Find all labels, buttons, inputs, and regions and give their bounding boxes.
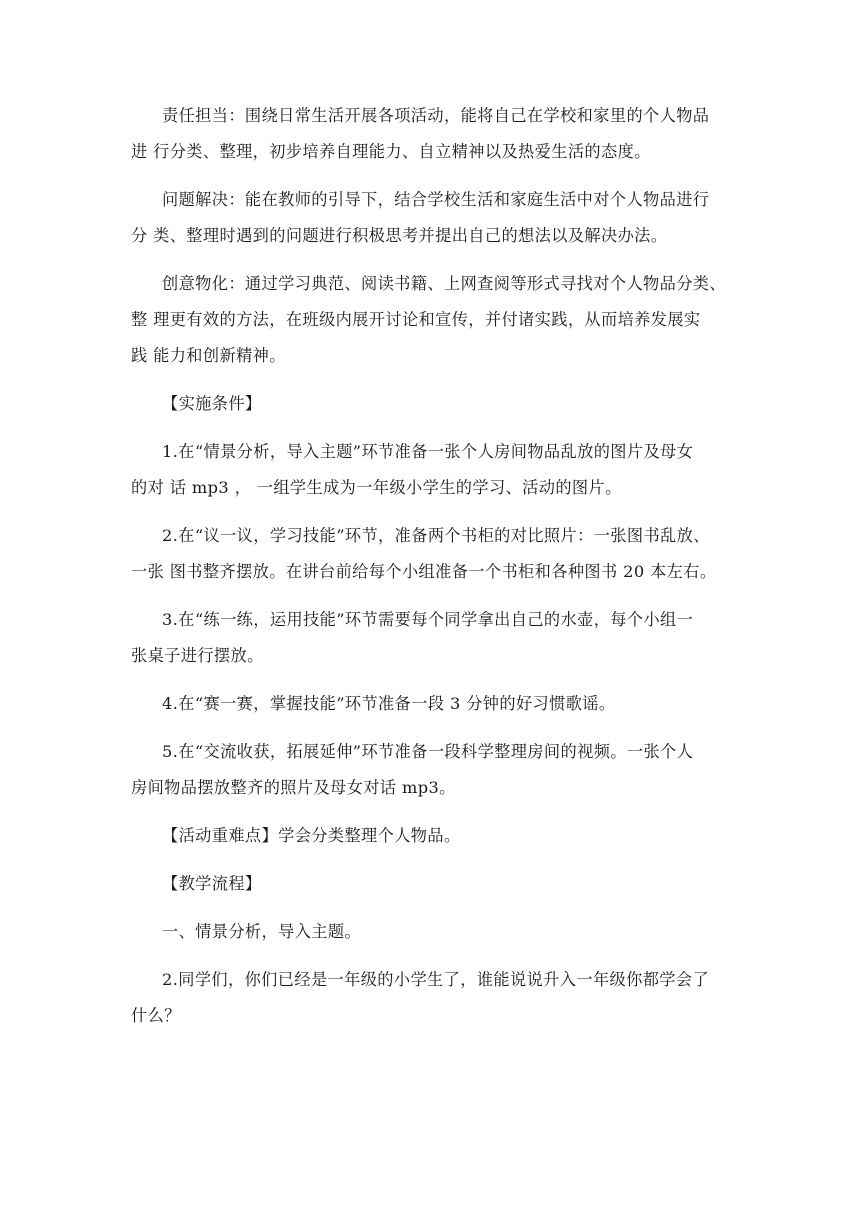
text-line: 整 理更有效的方法，在班级内展开讨论和宣传，并付诸实践，从而培养发展实 <box>131 310 701 329</box>
text-line: 践 能力和创新精神。 <box>131 346 286 365</box>
paragraph-problem-solving <box>131 182 731 254</box>
section-heading-teaching-flow <box>131 866 731 902</box>
section-heading: 【教学流程】 <box>162 874 262 893</box>
text-line: 4.在“赛一赛，掌握技能”环节准备一段 3 分钟的好习惯歌谣。 <box>162 694 616 713</box>
text-line: 2.同学们，你们已经是一年级的小学生了，谁能说说升入一年级你都学会了 <box>162 970 710 989</box>
text-line: 房间物品摆放整齐的照片及母女对话 mp3。 <box>131 778 456 797</box>
text-line: 分 类、整理时遇到的问题进行积极思考并提出自己的想法以及解决办法。 <box>131 226 668 245</box>
text-line: 责任担当：围绕日常生活开展各项活动，能将自己在学校和家里的个人物品 <box>162 106 710 125</box>
step-paragraph-2 <box>131 962 731 1034</box>
text-line: 2.在“议一议，学习技能”环节，准备两个书柜的对比照片：一张图书乱放、 <box>162 526 710 545</box>
paragraph-creativity <box>131 266 731 374</box>
text-line: 一张 图书整齐摆放。在讲台前给每个小组准备一个书柜和各种图书 20 本左右。 <box>131 562 717 581</box>
text-line: 进 行分类、整理，初步培养自理能力、自立精神以及热爱生活的态度。 <box>131 142 651 161</box>
text-line: 一、情景分析，导入主题。 <box>162 922 362 941</box>
section-heading: 【活动重难点】学会分类整理个人物品。 <box>162 826 461 845</box>
paragraph-responsibility <box>131 98 731 170</box>
step-heading-1 <box>131 914 731 950</box>
condition-item-2 <box>131 518 731 590</box>
condition-item-4 <box>131 686 731 722</box>
condition-item-5 <box>131 734 731 806</box>
condition-item-3 <box>131 602 731 674</box>
text-line: 什么？ <box>131 1006 181 1025</box>
document-body <box>131 98 731 1046</box>
text-line: 创意物化：通过学习典范、阅读书籍、上网查阅等形式寻找对个人物品分类、 <box>162 274 726 293</box>
section-heading-key-points <box>131 818 731 854</box>
text-line: 张桌子进行摆放。 <box>131 646 264 665</box>
text-line: 3.在“练一练，运用技能”环节需要每个同学拿出自己的水壶，每个小组一 <box>162 610 694 629</box>
text-line: 问题解决：能在教师的引导下，结合学校生活和家庭生活中对个人物品进行 <box>162 190 710 209</box>
section-heading: 【实施条件】 <box>162 394 262 413</box>
condition-item-1 <box>131 434 731 506</box>
text-line: 1.在“情景分析，导入主题”环节准备一张个人房间物品乱放的图片及母女 <box>162 442 694 461</box>
text-line: 的对 话 mp3 ， 一组学生成为一年级小学生的学习、活动的图片。 <box>131 478 622 497</box>
text-line: 5.在“交流收获，拓展延伸”环节准备一段科学整理房间的视频。一张个人 <box>162 742 694 761</box>
section-heading-conditions <box>131 386 731 422</box>
